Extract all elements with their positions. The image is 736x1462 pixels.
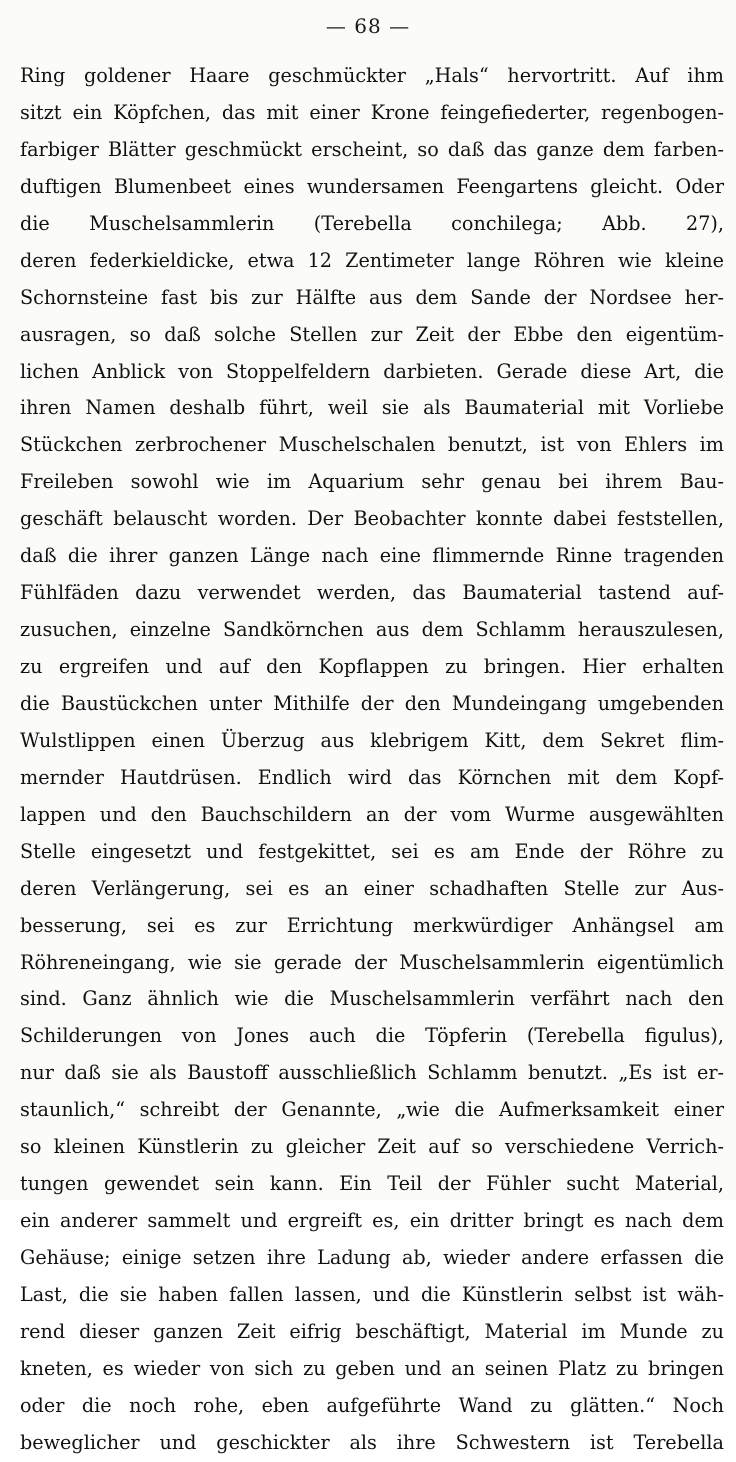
page-number: — 68 —	[325, 14, 411, 38]
text-line: ihren Namen deshalb führt, weil sie als Baumaterial mit Vorliebe	[20, 396, 724, 420]
text-line: lappen und den Bauchschildern an der vom Wurme ausgewählten	[20, 802, 724, 826]
text-line: deren federkieldicke, etwa 12 Zentimeter lange Röhren wie kleine	[20, 248, 724, 272]
text-line: Fühlfäden dazu verwendet werden, das Baumaterial tastend auf-	[20, 581, 724, 605]
text-line: Stelle eingesetzt und festgekittet, sei es am Ende der Röhre zu	[20, 839, 724, 863]
text-line: zu ergreifen und auf den Kopflappen zu bringen. Hier erhalten	[20, 655, 724, 678]
text-line: lichen Anblick von Stoppelfeldern darbieten. Gerade diese Art, die	[20, 359, 724, 383]
text-line: Wulstlippen einen Überzug aus klebrigem Kitt, dem Sekret flim-	[20, 728, 724, 752]
text-line: daß die ihrer ganzen Länge nach eine flimmernde Rinne tragenden	[20, 544, 724, 568]
text-line: ausragen, so daß solche Stellen zur Zeit der Ebbe den eigentüm-	[20, 322, 724, 346]
text-line: Gehäuse; einige setzen ihre Ladung ab, wieder andere erfassen die	[20, 1246, 724, 1269]
text-line: besserung, sei es zur Errichtung merkwürdiger Anhängsel am	[20, 913, 724, 937]
text-line: die Baustückchen unter Mithilfe der den Mundeingang umgebenden	[20, 691, 724, 715]
text-line: nur daß sie als Baustoff ausschließlich Schlamm benutzt. „Es ist er-	[20, 1061, 724, 1085]
text-line: Stückchen zerbrochener Muschelschalen benutzt, ist von Ehlers im	[20, 433, 724, 457]
text-line: die Muschelsammlerin (Terebella conchilega; Abb. 27),	[20, 211, 724, 235]
text-line: Röhreneingang, wie sie gerade der Muschelsammlerin eigentümlich	[20, 950, 724, 974]
text-line: deren Verlängerung, sei es an einer schadhaften Stelle zur Aus-	[20, 876, 724, 900]
text-line: staunlich,“ schreibt der Genannte, „wie die Aufmerksamkeit einer	[20, 1098, 724, 1122]
text-line: Schornsteine fast bis zur Hälfte aus dem Sande der Nordsee her-	[20, 285, 724, 309]
text-line: mernder Hautdrüsen. Endlich wird das Körnchen mit dem Kopf-	[20, 765, 724, 789]
text-line: kneten, es wieder von sich zu geben und an seinen Platz zu bringen	[20, 1356, 724, 1380]
text-line: oder die noch rohe, eben aufgeführte Wand zu glätten.“ Noch	[20, 1393, 724, 1417]
text-line: sitzt ein Köpfchen, das mit einer Krone feingefiederter, regenbogen-	[20, 100, 724, 124]
text-line: duftigen Blumenbeet eines wundersamen Feengartens gleicht. Oder	[20, 174, 724, 198]
text-line: geschäft belauscht worden. Der Beobachter konnte dabei feststellen,	[20, 507, 724, 531]
text-line: tungen gewendet sein kann. Ein Teil der Fühler sucht Material,	[20, 1172, 724, 1196]
text-line: farbiger Blätter geschmückt erscheint, so daß das ganze dem farben-	[20, 137, 724, 161]
body-text	[20, 58, 724, 1462]
text-line: Freileben sowohl wie im Aquarium sehr genau bei ihrem Bau-	[20, 470, 724, 494]
text-line: ein anderer sammelt und ergreift es, ein dritter bringt es nach dem	[20, 1209, 724, 1233]
text-line: rend dieser ganzen Zeit eifrig beschäftigt, Material im Munde zu	[20, 1319, 724, 1343]
text-line: Last, die sie haben fallen lassen, und die Künstlerin selbst ist wäh-	[20, 1282, 724, 1306]
text-line: beweglicher und geschickter als ihre Schwestern ist Terebella	[20, 1430, 724, 1454]
text-line: Schilderungen von Jones auch die Töpferin (Terebella figulus),	[20, 1024, 724, 1048]
text-line: so kleinen Künstlerin zu gleicher Zeit auf so verschiedene Verrich-	[20, 1135, 724, 1159]
text-line: zusuchen, einzelne Sandkörnchen aus dem Schlamm herauszulesen,	[20, 618, 724, 642]
text-line: sind. Ganz ähnlich wie die Muschelsammlerin verfährt nach den	[20, 987, 724, 1011]
text-line: Ring goldener Haare geschmückter „Hals“ hervortritt. Auf ihm	[20, 64, 724, 87]
